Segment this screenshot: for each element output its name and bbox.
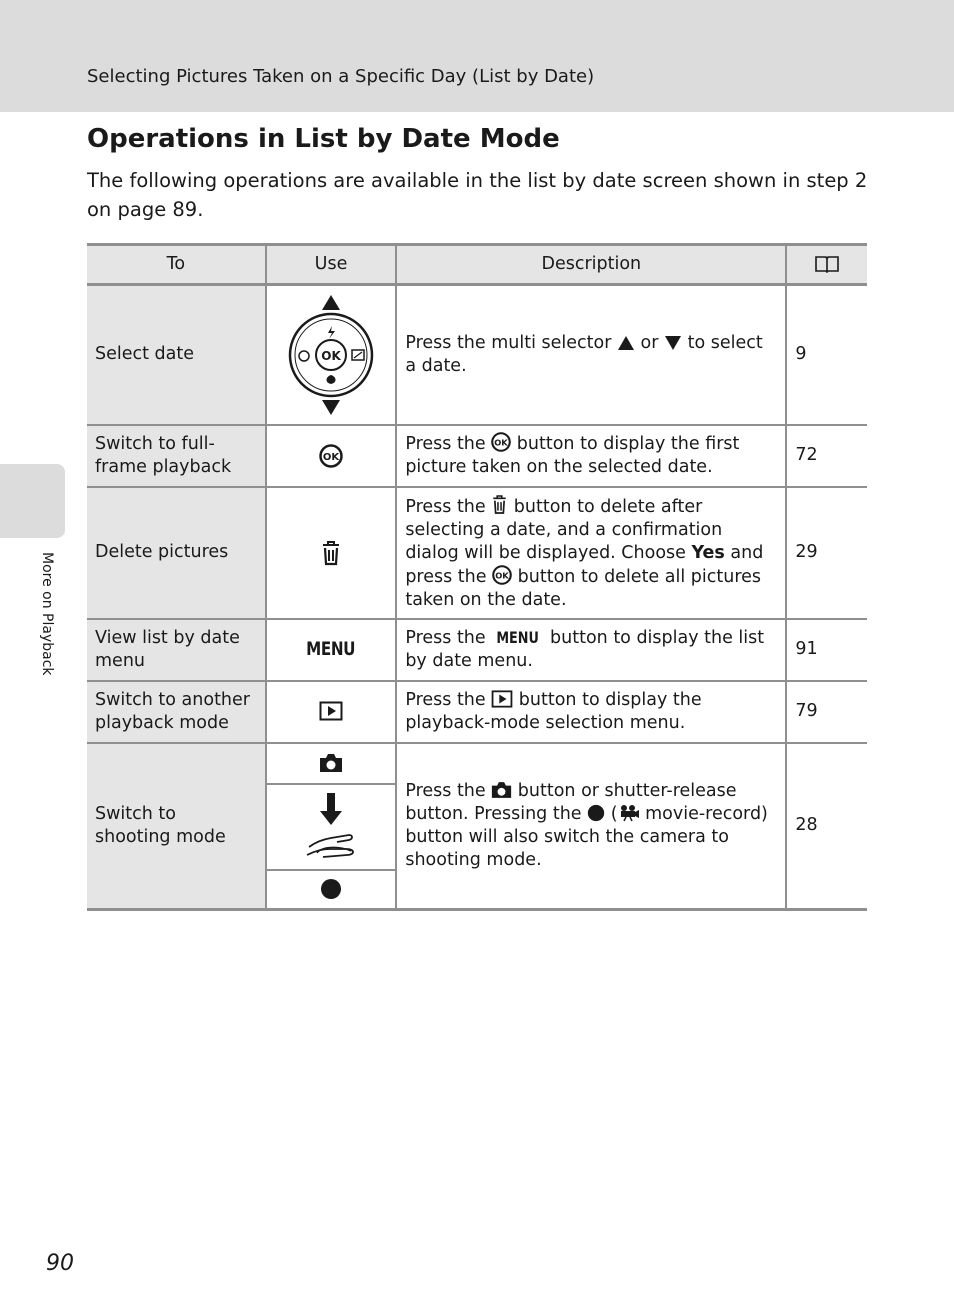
table-row <box>87 743 867 910</box>
camera-button-icon <box>319 753 343 773</box>
book-icon <box>814 255 840 273</box>
header-reference <box>786 245 867 285</box>
row-reference: 9 <box>786 285 867 425</box>
row-to: View list by date menu <box>87 619 266 681</box>
row-description: Press the button to delete after selecting a date, and a confirmation dialog will be displayed. Choose Yes and press the OK button to delete all pictures taken on the date. <box>396 487 786 619</box>
row-reference: 28 <box>786 743 867 910</box>
delete-button-icon <box>491 494 508 515</box>
menu-button-icon: MENU <box>496 628 540 647</box>
up-arrow-icon <box>617 335 635 351</box>
use-camera-cell <box>267 744 396 785</box>
header-band <box>0 0 954 112</box>
side-tab <box>0 464 65 538</box>
header-description: Description <box>396 245 786 285</box>
row-to: Delete pictures <box>87 487 266 619</box>
camera-button-icon <box>491 781 512 799</box>
running-head: Selecting Pictures Taken on a Specific Day (List by Date) <box>87 66 595 87</box>
row-reference: 29 <box>786 487 867 619</box>
playback-button-icon <box>491 690 513 708</box>
playback-button-icon <box>319 701 343 721</box>
row-description: Press the multi selector or to select a date. <box>396 285 786 425</box>
row-description: Press the button or shutter-release button. Pressing the ( movie-record) button will also switch the camera to shooting mode. <box>396 743 786 910</box>
shutter-press-icon <box>303 791 359 863</box>
movie-record-button-icon <box>587 804 605 822</box>
row-use <box>266 681 397 743</box>
page-number: 90 <box>46 1251 74 1276</box>
row-description: Press the MENU button to display the list by date menu. <box>396 619 786 681</box>
menu-button-icon: MENU <box>306 637 356 660</box>
page-title: Operations in List by Date Mode <box>87 124 560 154</box>
movie-camera-icon <box>618 804 640 822</box>
svg-text:OK: OK <box>322 451 340 463</box>
header-use: Use <box>266 245 397 285</box>
svg-text:OK: OK <box>494 437 509 448</box>
movie-record-button-icon <box>320 878 342 900</box>
row-to: Select date <box>87 285 266 425</box>
side-tab-label: More on Playback <box>39 552 55 676</box>
table-header-row <box>87 245 867 285</box>
table-row <box>87 487 867 619</box>
row-to: Switch to full-frame playback <box>87 425 266 487</box>
row-use <box>266 743 397 910</box>
use-movie-cell <box>267 871 396 908</box>
row-reference: 72 <box>786 425 867 487</box>
svg-text:OK: OK <box>321 348 341 363</box>
svg-text:OK: OK <box>495 569 509 580</box>
row-use <box>266 285 397 425</box>
use-shutter-cell <box>267 785 396 871</box>
multi-selector-icon <box>281 293 381 417</box>
row-description: Press the button to display the playback-mode selection menu. <box>396 681 786 743</box>
down-arrow-icon <box>664 335 682 351</box>
row-reference: 79 <box>786 681 867 743</box>
header-to: To <box>87 245 266 285</box>
row-use <box>266 619 397 681</box>
row-description: Press the OK button to display the first picture taken on the selected date. <box>396 425 786 487</box>
ok-button-icon <box>492 565 512 585</box>
delete-button-icon <box>320 540 342 566</box>
row-to: Switch to another playback mode <box>87 681 266 743</box>
intro-paragraph: The following operations are available in the list by date screen shown in step 2 on page 89. <box>87 169 868 221</box>
operations-table <box>87 243 867 911</box>
row-reference: 91 <box>786 619 867 681</box>
row-use <box>266 487 397 619</box>
table-row <box>87 425 867 487</box>
table-row <box>87 285 867 425</box>
table-row <box>87 681 867 743</box>
yes-option-label: Yes <box>691 542 725 563</box>
row-use <box>266 425 397 487</box>
ok-button-icon <box>319 444 343 468</box>
ok-button-icon <box>491 432 511 452</box>
table-row <box>87 619 867 681</box>
row-to: Switch to shooting mode <box>87 743 266 910</box>
